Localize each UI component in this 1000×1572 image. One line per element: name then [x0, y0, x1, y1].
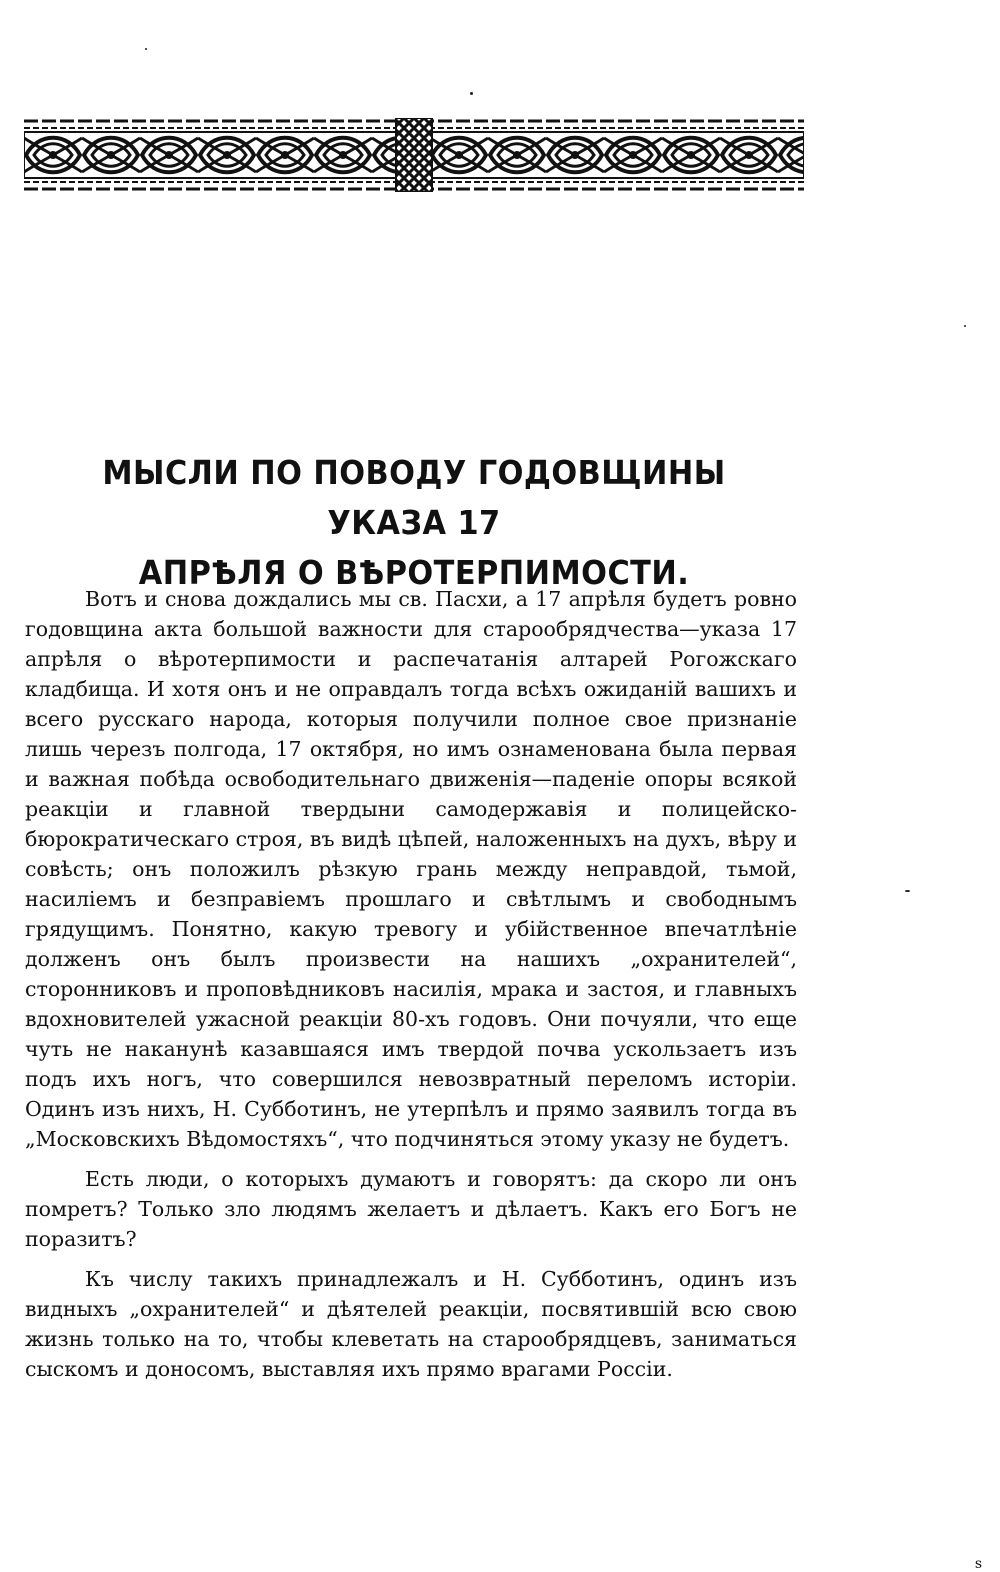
title-line-2: АПРѢЛЯ О ВѢРОТЕРПИМОСТИ. — [138, 553, 690, 592]
paragraph-1: Вотъ и снова дождались мы св. Пасхи, а 17 апрѣля будетъ ровно годовщина акта большой важности для старообрядчества—указа 17 апрѣля о вѣротерпимости и распечатанія алтарей Рогожскаго кладбища. И хотя онъ и не оправдалъ тогда всѣхъ ожиданій вашихъ и всего русскаго народа, которыя получили полное свое признаніе лишь черезъ полгода, 17 октября, но имъ ознаменована была первая и важная побѣда освободительнаго движенія—паденіе опоры всякой реакціи и главной твердыни самодержавія и полицейско-бюрократическаго строя, въ видѣ цѣпей, наложенныхъ на духъ, вѣру и совѣсть; онъ положилъ рѣзкую грань между неправдой, тьмой, насиліемъ и безправіемъ прошлаго и свѣтлымъ и свободнымъ грядущимъ. Понятно, какую тревогу и убійственное впечатлѣніе долженъ онъ былъ произвести на нашихъ „охранителей“, сторонниковъ и проповѣдниковъ насилія, мрака и застоя, и главныхъ вдохновителей ужасной реакціи 80-хъ годовъ. Они почуяли, что еще чуть не наканунѣ казавшаяся имъ твердой почва ускользаетъ изъ подъ ихъ ногъ, что совершился невозвратный переломъ исторіи. Одинъ изъ нихъ, Н. Субботинъ, не утерпѣлъ и прямо заявилъ тогда въ „Московскихъ Вѣдомостяхъ“, что подчиняться этому указу не будетъ. — [25, 587, 797, 1151]
scan-speck — [145, 48, 147, 50]
paragraph-2: Есть люди, о которыхъ думаютъ и говорятъ: да скоро ли онъ помретъ? Только зло людямъ желаетъ и дѣлаетъ. Какъ его Богъ не поразитъ? — [25, 1167, 797, 1251]
scan-speck — [470, 92, 473, 95]
page-mark: ѕ — [974, 1556, 982, 1572]
scan-speck — [964, 325, 966, 327]
ornamental-headpiece-icon — [24, 118, 804, 192]
title-line-1: МЫСЛИ ПО ПОВОДУ ГОДОВЩИНЫ УКАЗА 17 — [102, 453, 726, 542]
paragraph-3: Къ числу такихъ принадлежалъ и Н. Субботинъ, одинъ изъ видныхъ „охранителей“ и дѣятелей реакціи, посвятившій всю свою жизнь только на то, чтобы клеветать на старообрядцевъ, заниматься сыскомъ и доносомъ, выставляя ихъ прямо врагами Россіи. — [25, 1267, 797, 1381]
article-title — [55, 448, 773, 598]
article-body — [25, 584, 797, 1394]
scan-speck — [905, 890, 910, 892]
